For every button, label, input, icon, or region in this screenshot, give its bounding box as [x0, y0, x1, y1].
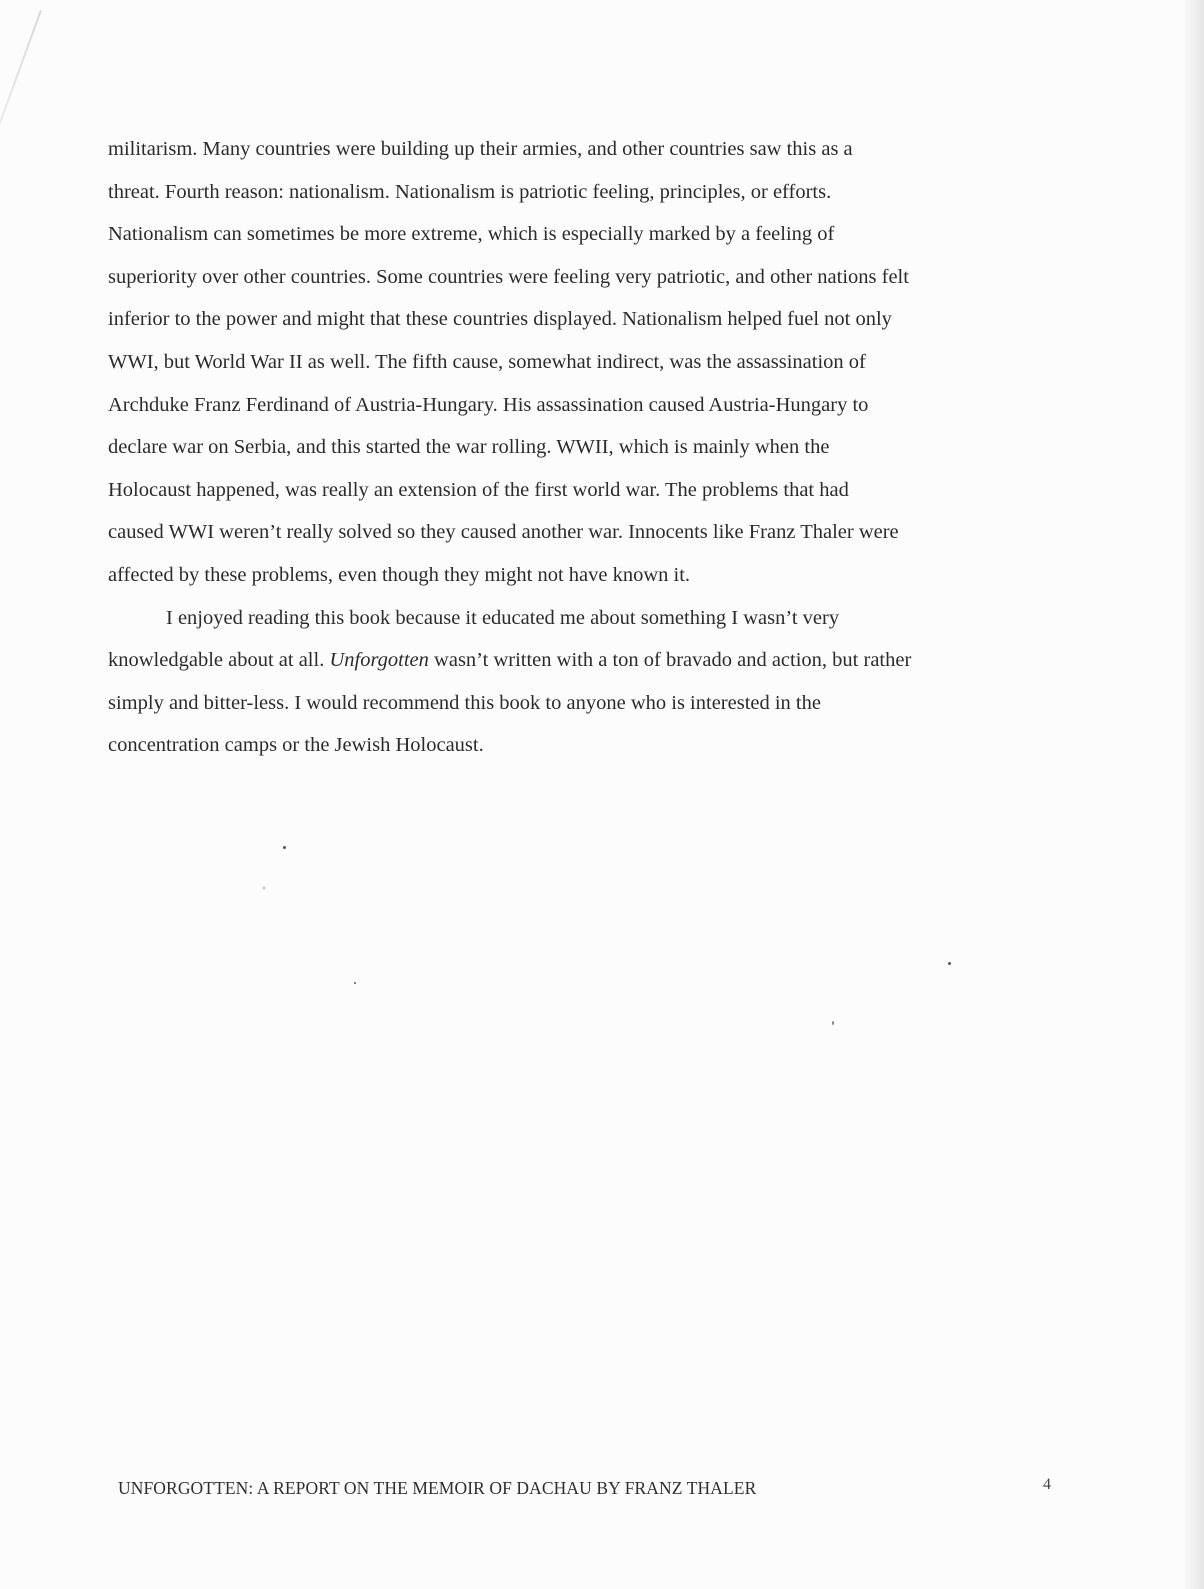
body-text [108, 128, 1053, 767]
book-title-italic: Unforgotten [329, 649, 429, 672]
paper-speck [948, 962, 951, 965]
text-segment: knowledgable about at all. [108, 649, 330, 672]
text-line: Nationalism can sometimes be more extreme, which is especially marked by a feeling of [108, 223, 835, 246]
text-line: militarism. Many countries were building up their armies, and other countries saw this as a [108, 138, 853, 160]
text-line: declare war on Serbia, and this started the war rolling. WWII, which is mainly when the [108, 436, 830, 459]
text-line: I enjoyed reading this book because it educated me about something I wasn’t very [166, 606, 840, 629]
paper-speck [354, 982, 356, 984]
paper-speck [832, 1021, 834, 1025]
running-title: UNFORGOTTEN: A REPORT ON THE MEMOIR OF DACHAU BY FRANZ THALER [118, 1478, 757, 1498]
paper-speck [283, 846, 286, 849]
text-line: concentration camps or the Jewish Holocaust. [108, 734, 484, 757]
text-line: Holocaust happened, was really an extension of the first world war. The problems that had [108, 478, 849, 501]
text-line: superiority over other countries. Some countries were feeling very patriotic, and other nations felt [108, 265, 909, 288]
text-line: WWI, but World War II as well. The fifth cause, somewhat indirect, was the assassination of [108, 350, 866, 373]
text-line-with-book-title [108, 639, 1053, 682]
paragraph-continued [108, 128, 1053, 597]
text-line: threat. Fourth reason: nationalism. Nationalism is patriotic feeling, principles, or efforts. [108, 180, 832, 203]
text-line: caused WWI weren’t really solved so they caused another war. Innocents like Franz Thaler were [108, 521, 899, 544]
paper-fold-mark [0, 10, 42, 236]
text-line: simply and bitter-less. I would recommend this book to anyone who is interested in the [108, 691, 821, 714]
text-line: inferior to the power and might that these countries displayed. Nationalism helped fuel not only [108, 308, 892, 331]
paper-speck [263, 887, 265, 889]
paragraph-conclusion [108, 597, 1053, 767]
text-line: Archduke Franz Ferdinand of Austria-Hungary. His assassination caused Austria-Hungary to [108, 393, 869, 416]
text-line: affected by these problems, even though they might not have known it. [108, 563, 691, 586]
page-number: 4 [1043, 1476, 1052, 1493]
text-segment: wasn’t written with a ton of bravado and action, but rather [428, 649, 912, 672]
paper-right-edge-shadow [1182, 0, 1204, 1589]
